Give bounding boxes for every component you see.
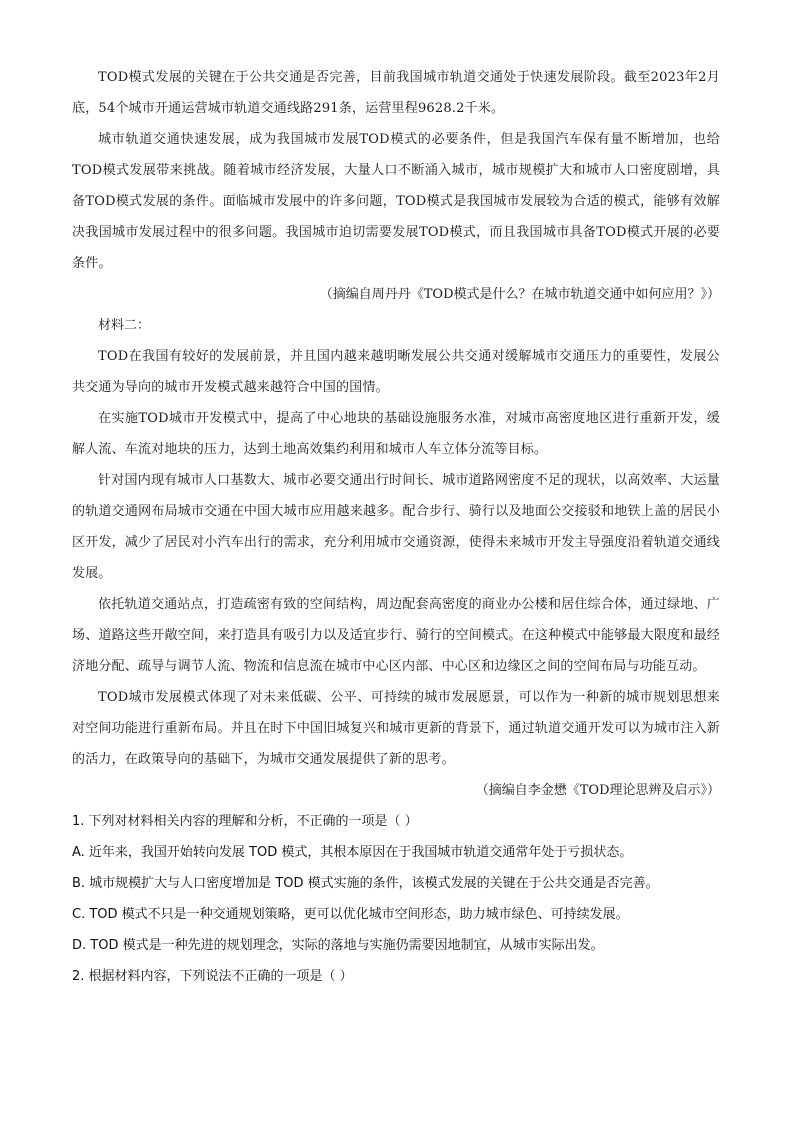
- question-1-option-b: B. 城市规模扩大与人口密度增加是 TOD 模式实施的条件，该模式发展的关键在于公共交通是否完善。: [72, 876, 659, 891]
- question-1: 1. 下列对材料相关内容的理解和分析，不正确的一项是（ ）: [72, 814, 418, 829]
- document-page: [72, 62, 720, 992]
- material2-paragraph-2: 在实施TOD城市开发模式中，提高了中心地块的基础设施服务水准，对城市高密度地区进行重新开发，缓解人流、车流对地块的压力，达到土地高效集约利用和城市人车立体分流等目标。: [72, 411, 720, 457]
- material2-label: 材料二：: [98, 318, 151, 333]
- question-1-option-a: A. 近年来，我国开始转向发展 TOD 模式，其根本原因在于我国城市轨道交通常年处于亏损状态。: [72, 845, 633, 860]
- material2-paragraph-3: 针对国内现有城市人口基数大、城市必要交通出行时间长、城市道路网密度不足的现状，以高效率、大运量的轨道交通网布局城市交通在中国大城市应用越来越多。配合步行、骑行以及地面公交接驳和地铁上盖的居民小区开发，减少了居民对小汽车出行的需求，充分利用城市交通资源，使得未来城市开发主导强度沿着轨道交通线发展。: [72, 473, 720, 581]
- question-1-option-d: D. TOD 模式是一种先进的规划理念，实际的落地与实施仍需要因地制宜，从城市实际出发。: [72, 938, 604, 953]
- question-1-option-c: C. TOD 模式不只是一种交通规划策略，更可以优化城市空间形态，助力城市绿色、可持续发展。: [72, 907, 629, 922]
- material2-paragraph-5: TOD城市发展模式体现了对未来低碳、公平、可持续的城市发展愿景，可以作为一种新的城市规划思想来对空间功能进行重新布局。并且在时下中国旧城复兴和城市更新的背景下，通过轨道交通开发可以为城市注入新的活力，在政策导向的基础下，为城市交通发展提供了新的思考。: [72, 690, 720, 767]
- material1-paragraph-2: 城市轨道交通快速发展，成为我国城市发展TOD模式的必要条件，但是我国汽车保有量不断增加，也给TOD模式发展带来挑战。随着城市经济发展，大量人口不断涌入城市，城市规模扩大和城市人口密度剧增，具备TOD模式发展的条件。面临城市发展中的许多问题，TOD模式是我国城市发展较为合适的模式，能够有效解决我国城市发展过程中的很多问题。我国城市迫切需要发展TOD模式，而且我国城市具备TOD模式开展的必要条件。: [72, 132, 720, 271]
- material1-paragraph-1: TOD模式发展的关键在于公共交通是否完善，目前我国城市轨道交通处于快速发展阶段。截至2023年2月底，54个城市开通运营城市轨道交通线路291条，运营里程9628.2千米。: [72, 70, 720, 116]
- question-2: 2. 根据材料内容，下列说法不正确的一项是（ ）: [72, 969, 353, 984]
- material2-source: （摘编自李金懋《TOD理论思辨及启示》）: [475, 783, 720, 798]
- material2-paragraph-1: TOD在我国有较好的发展前景，并且国内越来越明晰发展公共交通对缓解城市交通压力的重要性，发展公共交通为导向的城市开发模式越来越符合中国的国情。: [72, 349, 720, 395]
- material1-source: （摘编自周丹丹《TOD模式是什么？在城市轨道交通中如何应用？》）: [319, 287, 720, 302]
- material2-paragraph-4: 依托轨道交通站点，打造疏密有致的空间结构，周边配套高密度的商业办公楼和居住综合体，通过绿地、广场、道路这些开敞空间，来打造具有吸引力以及适宜步行、骑行的空间模式。在这种模式中能够最大限度和最经济地分配、疏导与调节人流、物流和信息流在城市中心区内部、中心区和边缘区之间的空间布局与功能互动。: [72, 597, 720, 674]
